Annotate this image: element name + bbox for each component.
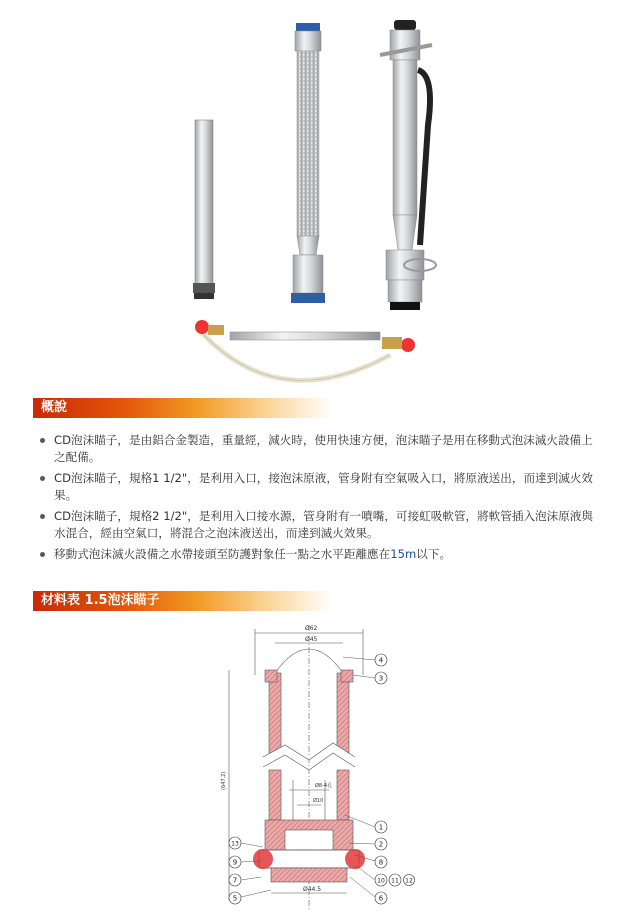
dim-length: (647.2) bbox=[221, 771, 227, 790]
callout-12: 12 bbox=[405, 877, 413, 885]
product-photo-graphic bbox=[150, 15, 470, 390]
list-item-text: CD泡沫瞄子，規格1 1/2"，是利用入口，接泡沫原液，管身附有空氣吸入口，將原液送出，而達到滅火效果。 bbox=[54, 471, 594, 502]
nozzle-small bbox=[193, 120, 215, 299]
dim-d62: Ø62 bbox=[305, 625, 318, 632]
dim-d44: Ø44.5 bbox=[303, 886, 322, 893]
wall-right-lower bbox=[337, 770, 349, 820]
callout-11: 11 bbox=[391, 877, 399, 885]
list-item bbox=[40, 470, 600, 504]
nozzle-large bbox=[380, 20, 436, 310]
wall-left-upper bbox=[269, 673, 281, 753]
dim-d8: Ø8-4孔 bbox=[315, 783, 333, 789]
list-item-text: 移動式泡沫滅火設備之水帶接頭至防護對象任一點之水平距離應在 bbox=[54, 547, 391, 561]
distance-value: 15m bbox=[390, 547, 417, 561]
nozzle-mesh bbox=[291, 23, 325, 303]
dim-d10: Ø10 bbox=[313, 798, 324, 804]
dim-d45: Ø45 bbox=[305, 636, 318, 643]
list-item-text: CD泡沫瞄子，是由鋁合金製造，重量經，減火時，使用快速方便，泡沫瞄子是用在移動式泡沫滅火設備上之配備。 bbox=[54, 433, 593, 464]
product-photo bbox=[150, 15, 470, 390]
overview-list bbox=[40, 432, 600, 567]
list-item-text: 以下。 bbox=[416, 547, 452, 561]
section-title: 概說 bbox=[41, 400, 68, 415]
callout-3: 3 bbox=[378, 674, 384, 683]
list-item bbox=[40, 508, 600, 542]
callout-2: 2 bbox=[378, 840, 384, 849]
wall-left-lower bbox=[269, 770, 281, 820]
callout-9: 9 bbox=[232, 858, 238, 867]
callout-7: 7 bbox=[232, 876, 238, 885]
section-header-materials bbox=[33, 591, 333, 611]
drawing-graphic bbox=[215, 615, 415, 915]
list-item bbox=[40, 432, 600, 466]
callout-10: 10 bbox=[377, 877, 385, 885]
section-title: 材料表 1.5泡沫瞄子 bbox=[41, 593, 160, 608]
wall-right-upper bbox=[337, 673, 349, 753]
list-item bbox=[40, 546, 600, 563]
siphon-hose bbox=[195, 320, 415, 380]
callout-8: 8 bbox=[378, 858, 384, 867]
technical-drawing bbox=[215, 615, 415, 915]
callout-4: 4 bbox=[378, 656, 384, 665]
list-item-text: CD泡沫瞄子，規格2 1/2"，是利用入口接水源，管身附有一噴嘴，可接虹吸軟管，將軟管插入泡沫原液與水混合，經由空氣口，將混合之泡沫液送出，而達到滅火效果。 bbox=[54, 509, 594, 540]
section-header-overview bbox=[33, 398, 333, 418]
callout-5: 5 bbox=[232, 894, 238, 903]
callout-1: 1 bbox=[378, 823, 384, 832]
callout-6: 6 bbox=[378, 894, 384, 903]
callout-13: 13 bbox=[231, 840, 239, 848]
